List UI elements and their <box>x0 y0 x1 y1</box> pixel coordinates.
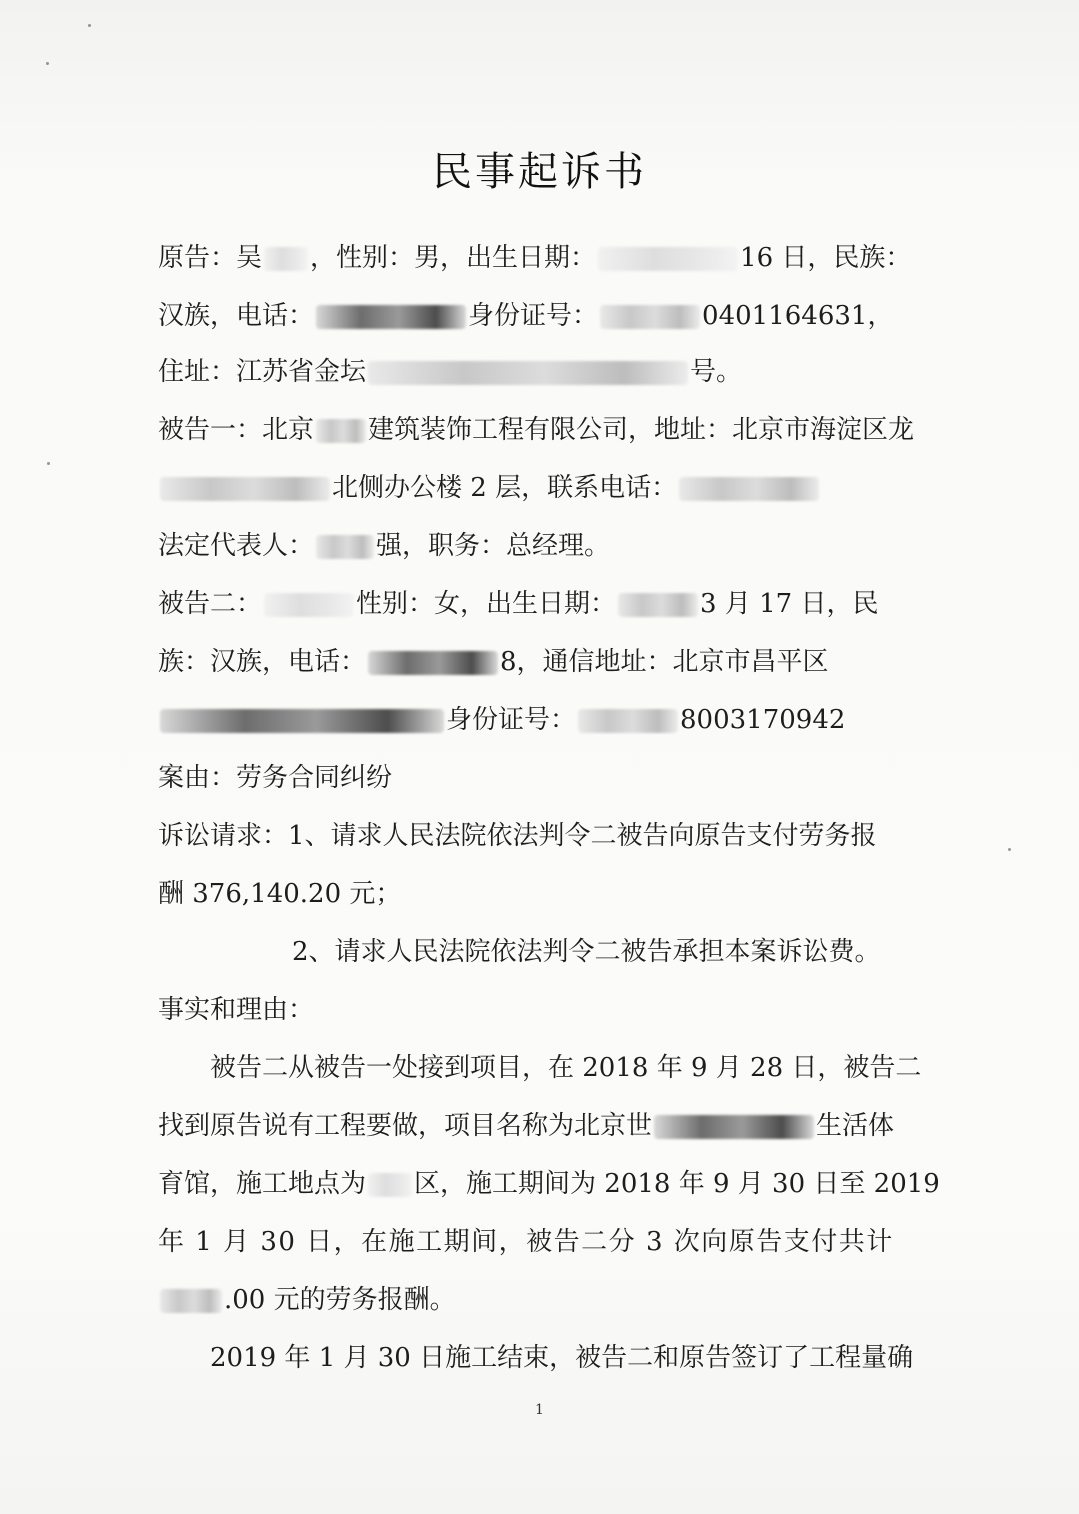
text-segment: 3 月 17 日，民 <box>700 589 879 619</box>
text-segment: 原告：吴 <box>158 243 263 273</box>
text-segment: 族：汉族，电话： <box>158 647 367 677</box>
facts-line-5 <box>158 1280 456 1320</box>
plaintiff-line-1 <box>158 238 911 278</box>
text-segment: 住址：江苏省金坛 <box>158 357 367 387</box>
redaction-blur <box>368 361 688 385</box>
redaction-blur <box>679 477 819 501</box>
redaction-blur <box>316 305 466 329</box>
facts-heading <box>158 990 314 1030</box>
text-segment: 2、请求人民法院依法判令二被告承担本案诉讼费。 <box>292 937 881 967</box>
defendant-one-line-1 <box>158 410 914 450</box>
redaction-blur <box>618 593 698 617</box>
redaction-blur <box>598 247 738 271</box>
text-segment: 诉讼请求：1、请求人民法院依法判令二被告向原告支付劳务报 <box>158 821 877 851</box>
facts-line-1 <box>210 1048 921 1088</box>
text-segment: 育馆，施工地点为 <box>158 1169 367 1199</box>
redaction-blur <box>264 593 354 617</box>
text-segment: 被告二从被告一处接到项目，在 2018 年 9 月 28 日，被告二 <box>210 1053 922 1083</box>
facts-line-4 <box>158 1222 894 1262</box>
text-segment: 年 1 月 30 日，在施工期间，被告二分 3 次向原告支付共计 <box>158 1227 894 1257</box>
redaction-blur <box>368 651 498 675</box>
scan-speck <box>1008 848 1011 851</box>
text-segment: 找到原告说有工程要做，项目名称为北京世 <box>158 1111 653 1141</box>
claims-line-3 <box>292 932 881 972</box>
text-segment: 性别：女，出生日期： <box>356 589 617 619</box>
text-segment: 8，通信地址：北京市昌平区 <box>500 647 829 677</box>
facts-line-6 <box>210 1338 913 1378</box>
page-number: 1 <box>535 1402 544 1418</box>
text-segment: 事实和理由： <box>158 995 315 1025</box>
text-segment: 案由：劳务合同纠纷 <box>158 763 393 793</box>
defendant-two-line-3 <box>158 700 845 740</box>
claims-line-2 <box>158 874 401 914</box>
legal-representative-line <box>158 526 610 566</box>
redaction-blur <box>160 477 330 501</box>
defendant-two-line-1 <box>158 584 878 624</box>
plaintiff-line-2 <box>158 296 893 336</box>
scan-speck <box>47 462 50 465</box>
text-segment: 酬 376,140.20 元； <box>158 879 402 909</box>
defendant-one-line-2 <box>158 468 821 508</box>
redaction-blur <box>316 535 374 559</box>
text-segment: 建筑装饰工程有限公司，地址：北京市海淀区龙 <box>368 415 915 445</box>
redaction-blur <box>368 1173 412 1197</box>
facts-line-3 <box>158 1164 940 1204</box>
text-segment: .00 元的劳务报酬。 <box>224 1285 456 1315</box>
redaction-blur <box>654 1115 814 1139</box>
scan-speck <box>88 24 91 27</box>
redaction-blur <box>578 709 678 733</box>
case-cause-line <box>158 758 392 798</box>
text-segment: 被告二： <box>158 589 263 619</box>
claims-line-1 <box>158 816 877 856</box>
redaction-blur <box>160 709 444 733</box>
plaintiff-address-line <box>158 352 742 392</box>
text-segment: 法定代表人： <box>158 531 315 561</box>
defendant-two-line-2 <box>158 642 829 682</box>
facts-line-2 <box>158 1106 894 1146</box>
text-segment: 16 日，民族： <box>740 243 912 273</box>
text-segment: 身份证号： <box>468 301 599 331</box>
redaction-blur <box>600 305 700 329</box>
redaction-blur <box>160 1289 222 1313</box>
text-segment: 被告一：北京 <box>158 415 315 445</box>
text-segment: 汉族，电话： <box>158 301 315 331</box>
text-segment: 强，职务：总经理。 <box>376 531 611 561</box>
text-segment: 2019 年 1 月 30 日施工结束，被告二和原告签订了工程量确 <box>210 1343 914 1373</box>
text-segment: ，性别：男，出生日期： <box>310 243 597 273</box>
text-segment: 号。 <box>690 357 743 387</box>
scan-speck <box>46 62 49 65</box>
redaction-blur <box>264 247 308 271</box>
text-segment: 身份证号： <box>446 705 577 735</box>
text-segment: 北侧办公楼 2 层，联系电话： <box>332 473 678 503</box>
text-segment: 区，施工期间为 2018 年 9 月 30 日至 2019 <box>414 1169 940 1199</box>
text-segment: 0401164631， <box>702 301 894 331</box>
document-title: 民事起诉书 <box>432 149 647 195</box>
text-segment: 8003170942 <box>680 705 846 735</box>
redaction-blur <box>316 419 366 443</box>
text-segment: 生活体 <box>816 1111 895 1141</box>
